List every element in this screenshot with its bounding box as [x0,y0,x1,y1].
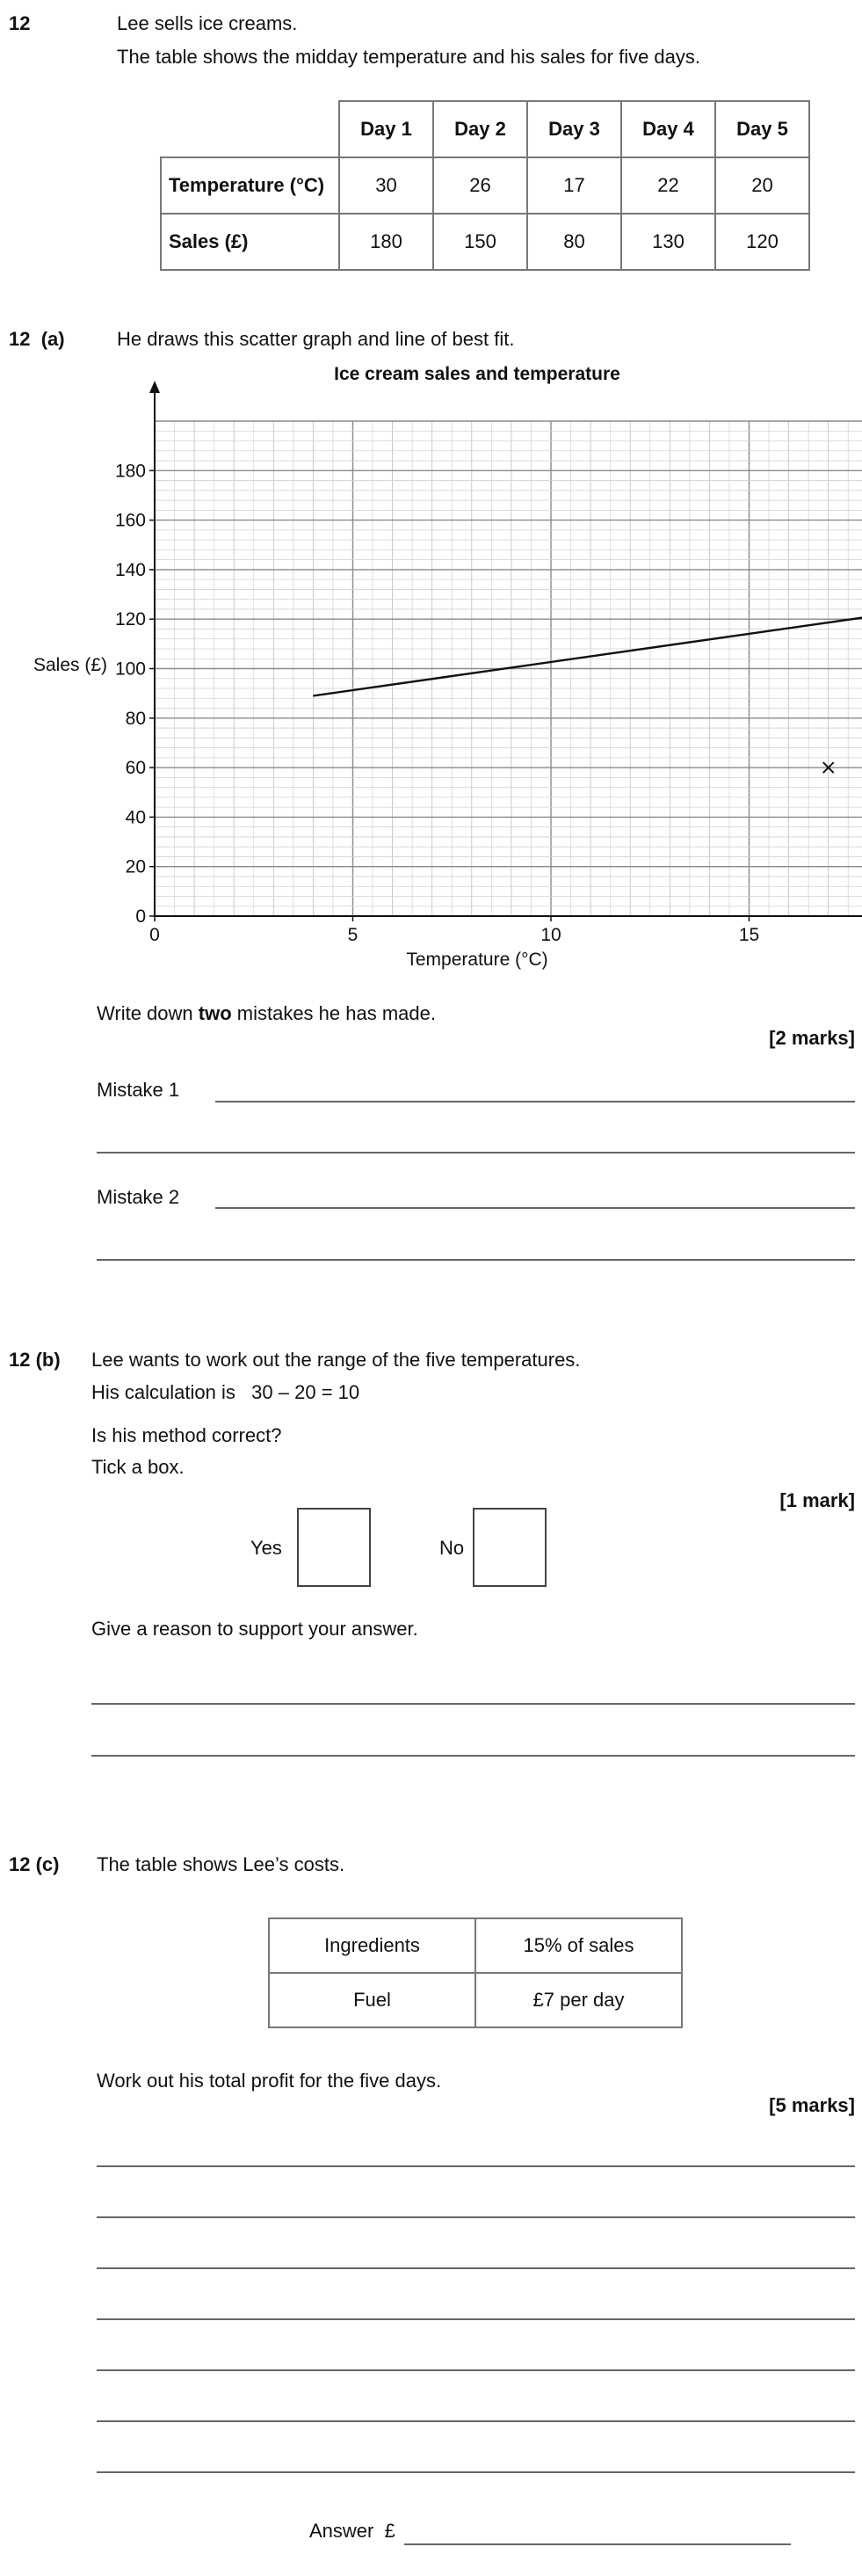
mistake-2-label: Mistake 2 [97,1186,180,1208]
y-tick-label: 100 [114,659,146,680]
costs-table [268,1917,683,2028]
table-cell: Fuel [269,1973,475,2027]
table-cell: 30 [339,157,433,214]
answer-line[interactable] [91,1703,855,1705]
question-text: The table shows the midday temperature and his sales for five days. [117,46,701,68]
y-tick-label: 40 [125,807,146,828]
working-line[interactable] [97,2318,855,2320]
table-cell: 80 [527,214,621,270]
question-text: The table shows Lee’s costs. [97,1853,345,1875]
marks-label: [1 mark] [779,1489,855,1511]
question-number: 12 [9,12,31,34]
question-number: 12 (c) [9,1853,60,1875]
question-text: Tick a box. [91,1456,185,1478]
working-line[interactable] [97,2216,855,2218]
table-cell: 22 [621,157,715,214]
table-cell: 20 [715,157,809,214]
mistake-1-label: Mistake 1 [97,1079,180,1101]
x-tick-label: 5 [347,925,359,945]
answer-line[interactable] [215,1207,855,1209]
answer-line[interactable] [215,1101,855,1102]
question-number: 12 (a) [9,328,65,350]
table-cell: £7 per day [475,1973,682,2027]
y-tick-label: 140 [114,559,146,580]
table-cell: 150 [433,214,527,270]
table-cell: 17 [527,157,621,214]
working-line[interactable] [97,2369,855,2371]
question-text: Give a reason to support your answer. [91,1618,418,1640]
table-cell: 130 [621,214,715,270]
y-tick-label: 120 [114,609,146,630]
y-tick-label: 180 [114,461,146,482]
chart-title: Ice cream sales and temperature [334,364,620,384]
table-row [269,1918,682,1973]
table-cell: 180 [339,214,433,270]
working-line[interactable] [97,2420,855,2422]
answer-line[interactable] [404,2543,791,2545]
sales-table [160,100,810,271]
table-row [161,214,809,270]
table-header: Day 3 [527,101,621,157]
marks-label: [5 marks] [769,2094,855,2116]
question-text [97,1002,436,1025]
x-tick-label: 10 [540,925,561,945]
question-text: Lee sells ice creams. [117,12,298,34]
row-label: Temperature (°C) [161,157,339,214]
question-text: He draws this scatter graph and line of best fit. [117,328,515,350]
scatter-chart [0,356,862,980]
yes-label: Yes [250,1537,282,1559]
table-row [161,157,809,214]
table-header: Day 5 [715,101,809,157]
prompt-part: Write down [97,1002,199,1024]
prompt-part: mistakes he has made. [231,1002,436,1024]
y-tick-label: 20 [125,856,146,877]
chart-axes [149,381,862,921]
row-label: Sales (£) [161,214,339,270]
table-corner [161,101,339,157]
y-axis-arrow [149,381,160,393]
table-cell: Ingredients [269,1918,475,1973]
answer-line[interactable] [97,1259,855,1261]
working-line[interactable] [97,2165,855,2167]
working-line[interactable] [97,2267,855,2269]
question-text: Is his method correct? [91,1424,282,1446]
table-cell: 26 [433,157,527,214]
no-label: No [439,1537,465,1559]
question-text: Work out his total profit for the five days. [97,2070,442,2092]
table-header: Day 1 [339,101,433,157]
yes-tick-box[interactable] [297,1508,371,1587]
y-tick-label: 60 [125,758,146,779]
chart-tick-labels [115,461,862,945]
calculation-text: His calculation is 30 – 20 = 10 [91,1381,360,1403]
table-header: Day 4 [621,101,715,157]
table-row [269,1973,682,2027]
answer-label: Answer £ [309,2520,395,2542]
working-line[interactable] [97,2471,855,2473]
prompt-emphasis: two [198,1002,232,1024]
x-axis-label: Temperature (°C) [406,950,548,970]
question-number: 12 (b) [9,1349,61,1371]
table-header: Day 2 [433,101,527,157]
table-cell: 15% of sales [475,1918,682,1973]
y-tick-label: 0 [135,906,146,927]
y-tick-label: 160 [114,510,146,531]
question-text: Lee wants to work out the range of the five temperatures. [91,1349,581,1371]
y-axis-label: Sales (£) [33,655,108,675]
x-tick-label: 15 [738,925,760,945]
answer-line[interactable] [91,1755,855,1757]
no-tick-box[interactable] [473,1508,547,1587]
table-cell: 120 [715,214,809,270]
y-tick-label: 80 [125,708,146,729]
answer-line[interactable] [97,1152,855,1153]
x-tick-label: 0 [149,925,160,945]
marks-label: [2 marks] [769,1027,855,1049]
